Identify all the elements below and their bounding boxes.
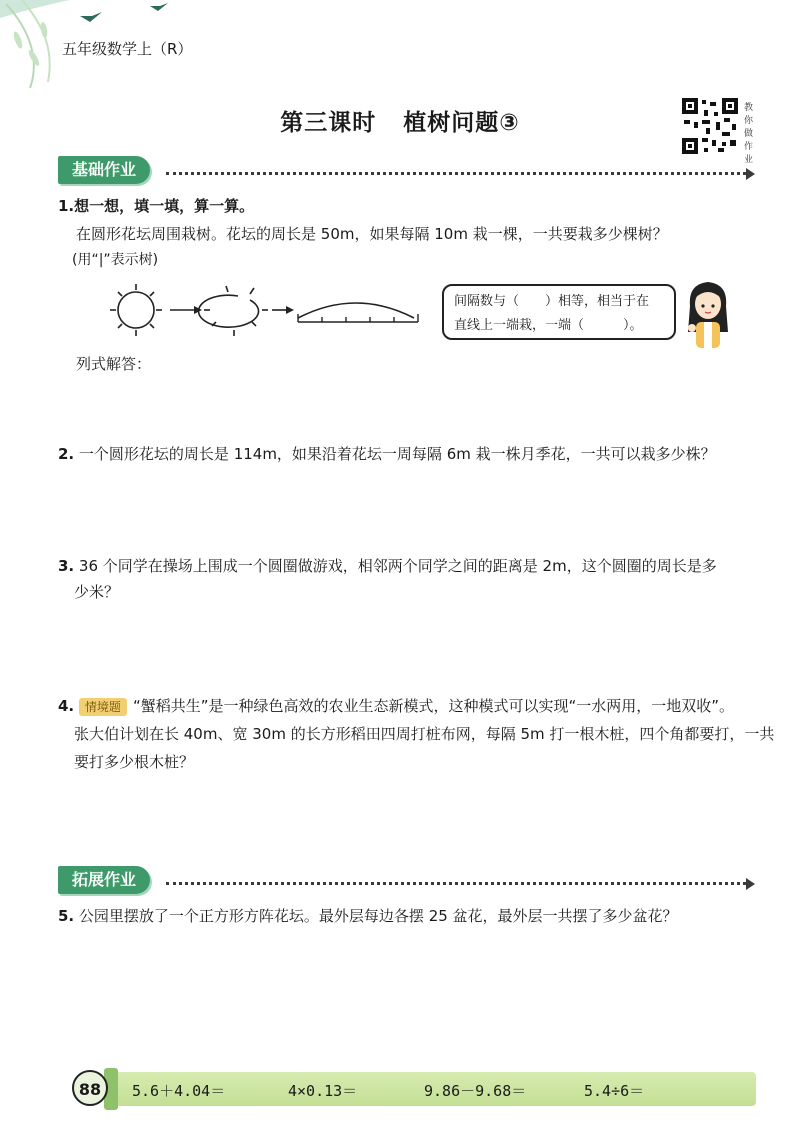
question-3-line-1: 3. 36 个同学在操场上围成一个圆圈做游戏，相邻两个同学之间的距离是 2m，这个圆圈的周长是多 — [58, 557, 717, 575]
circle-to-line-diagram — [100, 282, 430, 338]
swallow-icon — [150, 3, 168, 11]
arrow-right-icon — [746, 878, 755, 890]
section-extended-tag: 拓展作业 — [58, 866, 150, 894]
question-2: 2. 一个圆形花坛的周长是 114m，如果沿着花坛一周每隔 6m 栽一株月季花，一共可以栽多少株？ — [58, 445, 716, 463]
section-divider — [166, 882, 746, 885]
swallow-icon — [80, 12, 102, 22]
bubble-line-2: 直线上一端栽，一端（ ）。 — [454, 318, 643, 333]
question-4-line-3: 要打多少根木桩？ — [74, 753, 195, 771]
bubble-line-1: 间隔数与（ ）相等，相当于在 — [454, 294, 650, 309]
calc-item-4: 5.4÷6＝ — [584, 1082, 645, 1100]
hint-speech-bubble — [442, 284, 676, 340]
calc-item-1: 5.6＋4.04＝ — [132, 1082, 226, 1100]
arrow-right-icon — [746, 168, 755, 180]
question-4-line-2: 张大伯计划在长 40m、宽 30m 的长方形稻田四周打桩布网，每隔 5m 打一根木桩，四个角都要打，一共 — [74, 725, 775, 743]
question-3-line-2: 少米？ — [74, 583, 120, 601]
section-divider — [166, 172, 746, 175]
calc-item-3: 9.86－9.68＝ — [424, 1082, 527, 1100]
question-5: 5. 公园里摆放了一个正方形方阵花坛。最外层每边各摆 25 盆花，最外层一共摆了多少盆花？ — [58, 907, 678, 925]
qr-code[interactable] — [682, 98, 738, 154]
question-4-line-1: 4. 情境题 “蟹稻共生”是一种绿色高效的农业生态新模式，这种模式可以实现“一水两用，一地双收”。 — [58, 697, 735, 715]
question-1-text: 在圆形花坛周围栽树。花坛的周长是 50m，如果每隔 10m 栽一棵，一共要栽多少棵树？ — [76, 225, 668, 243]
situation-tag: 情境题 — [79, 698, 127, 716]
question-1-note: (用“|”表示树) — [72, 252, 159, 268]
calc-item-2: 4×0.13＝ — [288, 1082, 358, 1100]
page-number: 88 — [72, 1070, 108, 1106]
grade-header: 五年级数学上（R） — [62, 40, 193, 58]
section-basic-tag: 基础作业 — [58, 156, 150, 184]
girl-illustration — [678, 276, 738, 356]
qr-label: 教 你 做 作 业 — [744, 103, 754, 165]
question-1-title: 1.想一想，填一填，算一算。 — [58, 197, 255, 215]
question-1-answer-label: 列式解答： — [76, 355, 152, 373]
lesson-title: 第三课时 植树问题③ — [280, 110, 520, 136]
